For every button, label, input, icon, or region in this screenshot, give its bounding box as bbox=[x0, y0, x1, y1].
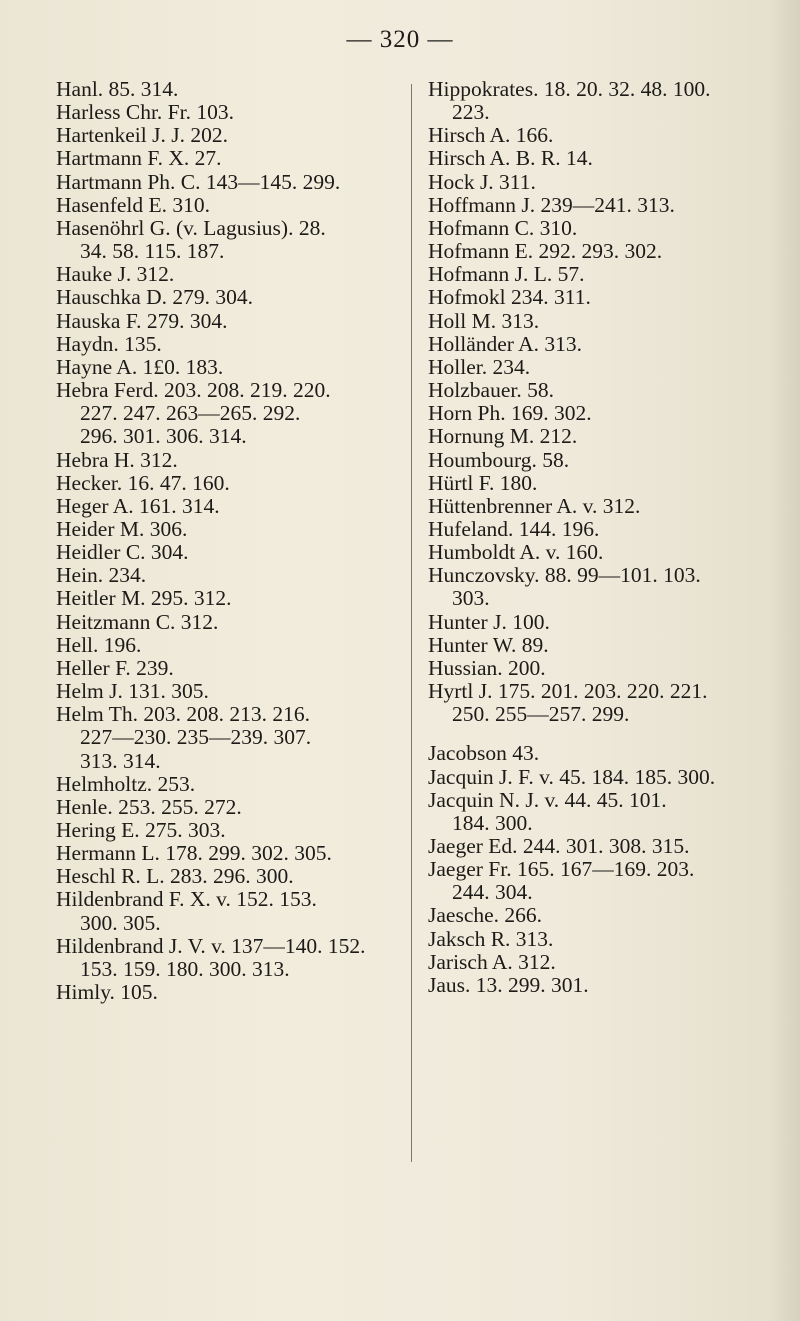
index-entry bbox=[56, 171, 401, 194]
index-entry bbox=[428, 240, 773, 263]
index-entry bbox=[428, 425, 773, 448]
index-entry bbox=[56, 587, 401, 610]
index-entry-line: Holler. 234. bbox=[428, 354, 531, 379]
index-entry bbox=[56, 472, 401, 495]
index-entry-line: Heller F. 239. bbox=[56, 655, 174, 680]
index-entry bbox=[428, 904, 773, 927]
index-entry-line: Holländer A. 313. bbox=[428, 331, 583, 356]
index-entry bbox=[56, 194, 401, 217]
index-entry-line: Humboldt A. v. 160. bbox=[428, 540, 604, 565]
index-entry-line: Hebra Ferd. 203. 208. 219. 220. bbox=[56, 378, 331, 403]
index-entry bbox=[428, 449, 773, 472]
index-entry bbox=[56, 124, 401, 147]
index-entry-line: Heitler M. 295. 312. bbox=[56, 586, 232, 611]
index-entry-line: Hermann L. 178. 299. 302. 305. bbox=[56, 841, 332, 866]
index-entry bbox=[56, 356, 401, 379]
index-entry-line: Hippokrates. 18. 20. 32. 48. 100. bbox=[428, 77, 711, 101]
index-entry-line: Hofmann J. L. 57. bbox=[428, 262, 585, 287]
index-entry bbox=[56, 147, 401, 170]
index-entry-continuation: 227. 247. 263—265. 292. bbox=[80, 401, 301, 426]
index-entry-line: Hoffmann J. 239—241. 313. bbox=[428, 192, 675, 217]
index-entry-line: Jacobson 43. bbox=[428, 741, 540, 766]
index-entry-line: Hauska F. 279. 304. bbox=[56, 308, 228, 333]
index-entry bbox=[56, 541, 401, 564]
index-entry-line: Heidler C. 304. bbox=[56, 540, 189, 565]
index-entry-line: Hunczovsky. 88. 99—101. 103. bbox=[428, 563, 701, 588]
index-entry-continuation: 244. 304. bbox=[452, 880, 533, 905]
index-entry-line: Himly. 105. bbox=[56, 980, 158, 1005]
index-entry-line: Harless Chr. Fr. 103. bbox=[56, 100, 234, 125]
index-entry-line: Hildenbrand J. V. v. 137—140. 152. bbox=[56, 933, 366, 958]
index-entry-line: Hildenbrand F. X. v. 152. 153. bbox=[56, 887, 317, 912]
index-entry-line: Hofmokl 234. 311. bbox=[428, 285, 591, 310]
index-entry bbox=[428, 951, 773, 974]
index-entry bbox=[428, 974, 773, 997]
index-entry-line: Jaeger Fr. 165. 167—169. 203. bbox=[428, 857, 695, 882]
index-entry-line: Jacquin J. F. v. 45. 184. 185. 300. bbox=[428, 764, 716, 789]
index-entry bbox=[428, 217, 773, 240]
index-entry-line: Hartmann F. X. 27. bbox=[56, 146, 222, 171]
index-entry bbox=[428, 657, 773, 680]
index-entry-line: Hyrtl J. 175. 201. 203. 220. 221. bbox=[428, 679, 708, 704]
index-entry-line: Hauke J. 312. bbox=[56, 262, 175, 287]
index-entry bbox=[56, 819, 401, 842]
index-entry bbox=[428, 402, 773, 425]
index-entry-line: Hering E. 275. 303. bbox=[56, 818, 226, 842]
index-entry bbox=[56, 865, 401, 888]
index-entry-continuation: 227—230. 235—239. 307. bbox=[80, 725, 312, 750]
index-entry bbox=[56, 518, 401, 541]
index-entry bbox=[428, 124, 773, 147]
index-entry bbox=[428, 518, 773, 541]
index-entry-continuation: 153. 159. 180. 300. 313. bbox=[80, 956, 290, 981]
page-edge-shadow bbox=[770, 0, 800, 1321]
index-entry-line: Hanl. 85. 314. bbox=[56, 77, 179, 101]
index-entry bbox=[428, 194, 773, 217]
index-entry bbox=[428, 928, 773, 951]
index-entry bbox=[428, 379, 773, 402]
index-entry-line: Hock J. 311. bbox=[428, 169, 536, 194]
index-entry bbox=[56, 888, 401, 934]
index-entry bbox=[56, 564, 401, 587]
index-entry-continuation: 313. 314. bbox=[80, 748, 161, 773]
index-entry bbox=[428, 634, 773, 657]
index-entry-line: Heitzmann C. 312. bbox=[56, 609, 219, 634]
index-entry bbox=[428, 742, 773, 765]
index-entry bbox=[428, 286, 773, 309]
index-entry-line: Hirsch A. B. R. 14. bbox=[428, 146, 593, 171]
index-entry-continuation: 223. bbox=[452, 100, 490, 125]
index-entry bbox=[428, 263, 773, 286]
index-entry-line: Hasenöhrl G. (v. Lagusius). 28. bbox=[56, 215, 326, 240]
index-entry-line: Hirsch A. 166. bbox=[428, 123, 554, 148]
index-entry bbox=[56, 286, 401, 309]
index-entry-continuation: 296. 301. 306. 314. bbox=[80, 424, 247, 449]
index-entry bbox=[56, 796, 401, 819]
index-entry bbox=[428, 680, 773, 726]
page-number: — 320 — bbox=[346, 26, 454, 53]
index-entry bbox=[428, 356, 773, 379]
index-entry-line: Jarisch A. 312. bbox=[428, 949, 556, 974]
index-entry bbox=[428, 564, 773, 610]
index-entry-line: Hayne A. 1£0. 183. bbox=[56, 354, 224, 379]
index-entry bbox=[56, 217, 401, 263]
index-entry-line: Jaksch R. 313. bbox=[428, 926, 554, 951]
index-entry-continuation: 300. 305. bbox=[80, 910, 161, 935]
index-entry bbox=[428, 495, 773, 518]
index-entry bbox=[428, 78, 773, 124]
index-entry-line: Hornung M. 212. bbox=[428, 424, 578, 449]
index-entry bbox=[428, 171, 773, 194]
index-entry-line: Jacquin N. J. v. 44. 45. 101. bbox=[428, 787, 667, 812]
index-entry-line: Hofmann E. 292. 293. 302. bbox=[428, 239, 663, 264]
index-entry-line: Jaeger Ed. 244. 301. 308. 315. bbox=[428, 834, 690, 858]
index-entry bbox=[56, 449, 401, 472]
column-divider bbox=[411, 84, 412, 1162]
index-entry-line: Henle. 253. 255. 272. bbox=[56, 794, 242, 819]
index-entry-line: Hunter W. 89. bbox=[428, 632, 549, 657]
index-entry bbox=[428, 835, 773, 858]
index-entry-line: Hofmann C. 310. bbox=[428, 215, 578, 240]
index-entry bbox=[56, 263, 401, 286]
index-entry-line: Hein. 234. bbox=[56, 563, 147, 588]
index-entry-line: Hüttenbrenner A. v. 312. bbox=[428, 493, 641, 518]
index-entry bbox=[56, 657, 401, 680]
index-entry-line: Jaus. 13. 299. 301. bbox=[428, 972, 589, 997]
index-entry bbox=[56, 680, 401, 703]
index-entry bbox=[56, 379, 401, 448]
index-entry-line: Helmholtz. 253. bbox=[56, 771, 196, 796]
index-entry-line: Heger A. 161. 314. bbox=[56, 493, 220, 518]
index-entry-line: Holl M. 313. bbox=[428, 308, 540, 333]
index-entry bbox=[56, 773, 401, 796]
index-entry bbox=[428, 472, 773, 495]
index-entry-line: Hell. 196. bbox=[56, 632, 142, 657]
index-entry bbox=[56, 310, 401, 333]
index-entry-line: Heider M. 306. bbox=[56, 516, 188, 541]
index-entry bbox=[428, 310, 773, 333]
section-gap bbox=[428, 726, 773, 742]
index-entry bbox=[56, 611, 401, 634]
index-entry bbox=[56, 842, 401, 865]
index-column-right bbox=[428, 78, 773, 997]
index-entry-continuation: 34. 58. 115. 187. bbox=[80, 239, 225, 264]
index-entry bbox=[56, 333, 401, 356]
index-entry-line: Hebra H. 312. bbox=[56, 447, 178, 472]
index-entry-line: Horn Ph. 169. 302. bbox=[428, 401, 592, 426]
index-entry bbox=[428, 789, 773, 835]
index-entry-line: Holzbauer. 58. bbox=[428, 378, 554, 403]
index-entry-line: Hecker. 16. 47. 160. bbox=[56, 470, 230, 495]
index-entry-line: Hasenfeld E. 310. bbox=[56, 192, 211, 217]
index-entry-line: Helm J. 131. 305. bbox=[56, 679, 209, 704]
index-entry-line: Hussian. 200. bbox=[428, 655, 546, 680]
index-entry-continuation: 184. 300. bbox=[452, 810, 533, 835]
index-entry-line: Heschl R. L. 283. 296. 300. bbox=[56, 864, 294, 889]
index-entry-continuation: 250. 255—257. 299. bbox=[452, 702, 630, 727]
index-entry bbox=[56, 495, 401, 518]
index-entry-line: Helm Th. 203. 208. 213. 216. bbox=[56, 702, 311, 727]
index-column-left bbox=[56, 78, 401, 1004]
index-entry bbox=[56, 634, 401, 657]
index-entry-line: Houmbourg. 58. bbox=[428, 447, 570, 472]
index-entry-line: Hufeland. 144. 196. bbox=[428, 516, 600, 541]
index-entry bbox=[56, 101, 401, 124]
index-entry-line: Haydn. 135. bbox=[56, 331, 162, 356]
index-entry bbox=[56, 78, 401, 101]
index-entry bbox=[428, 541, 773, 564]
index-entry bbox=[428, 611, 773, 634]
index-entry-line: Jaesche. 266. bbox=[428, 903, 543, 928]
index-entry bbox=[428, 766, 773, 789]
index-entry bbox=[56, 981, 401, 1004]
index-entry-line: Hunter J. 100. bbox=[428, 609, 550, 634]
index-entry-line: Hartmann Ph. C. 143—145. 299. bbox=[56, 169, 341, 194]
index-entry bbox=[56, 703, 401, 772]
index-entry bbox=[428, 858, 773, 904]
index-entry-line: Hürtl F. 180. bbox=[428, 470, 538, 495]
index-entry-continuation: 303. bbox=[452, 586, 490, 611]
index-entry bbox=[428, 333, 773, 356]
index-entry bbox=[428, 147, 773, 170]
index-entry-line: Hauschka D. 279. 304. bbox=[56, 285, 254, 310]
index-entry bbox=[56, 935, 401, 981]
index-entry-line: Hartenkeil J. J. 202. bbox=[56, 123, 228, 148]
